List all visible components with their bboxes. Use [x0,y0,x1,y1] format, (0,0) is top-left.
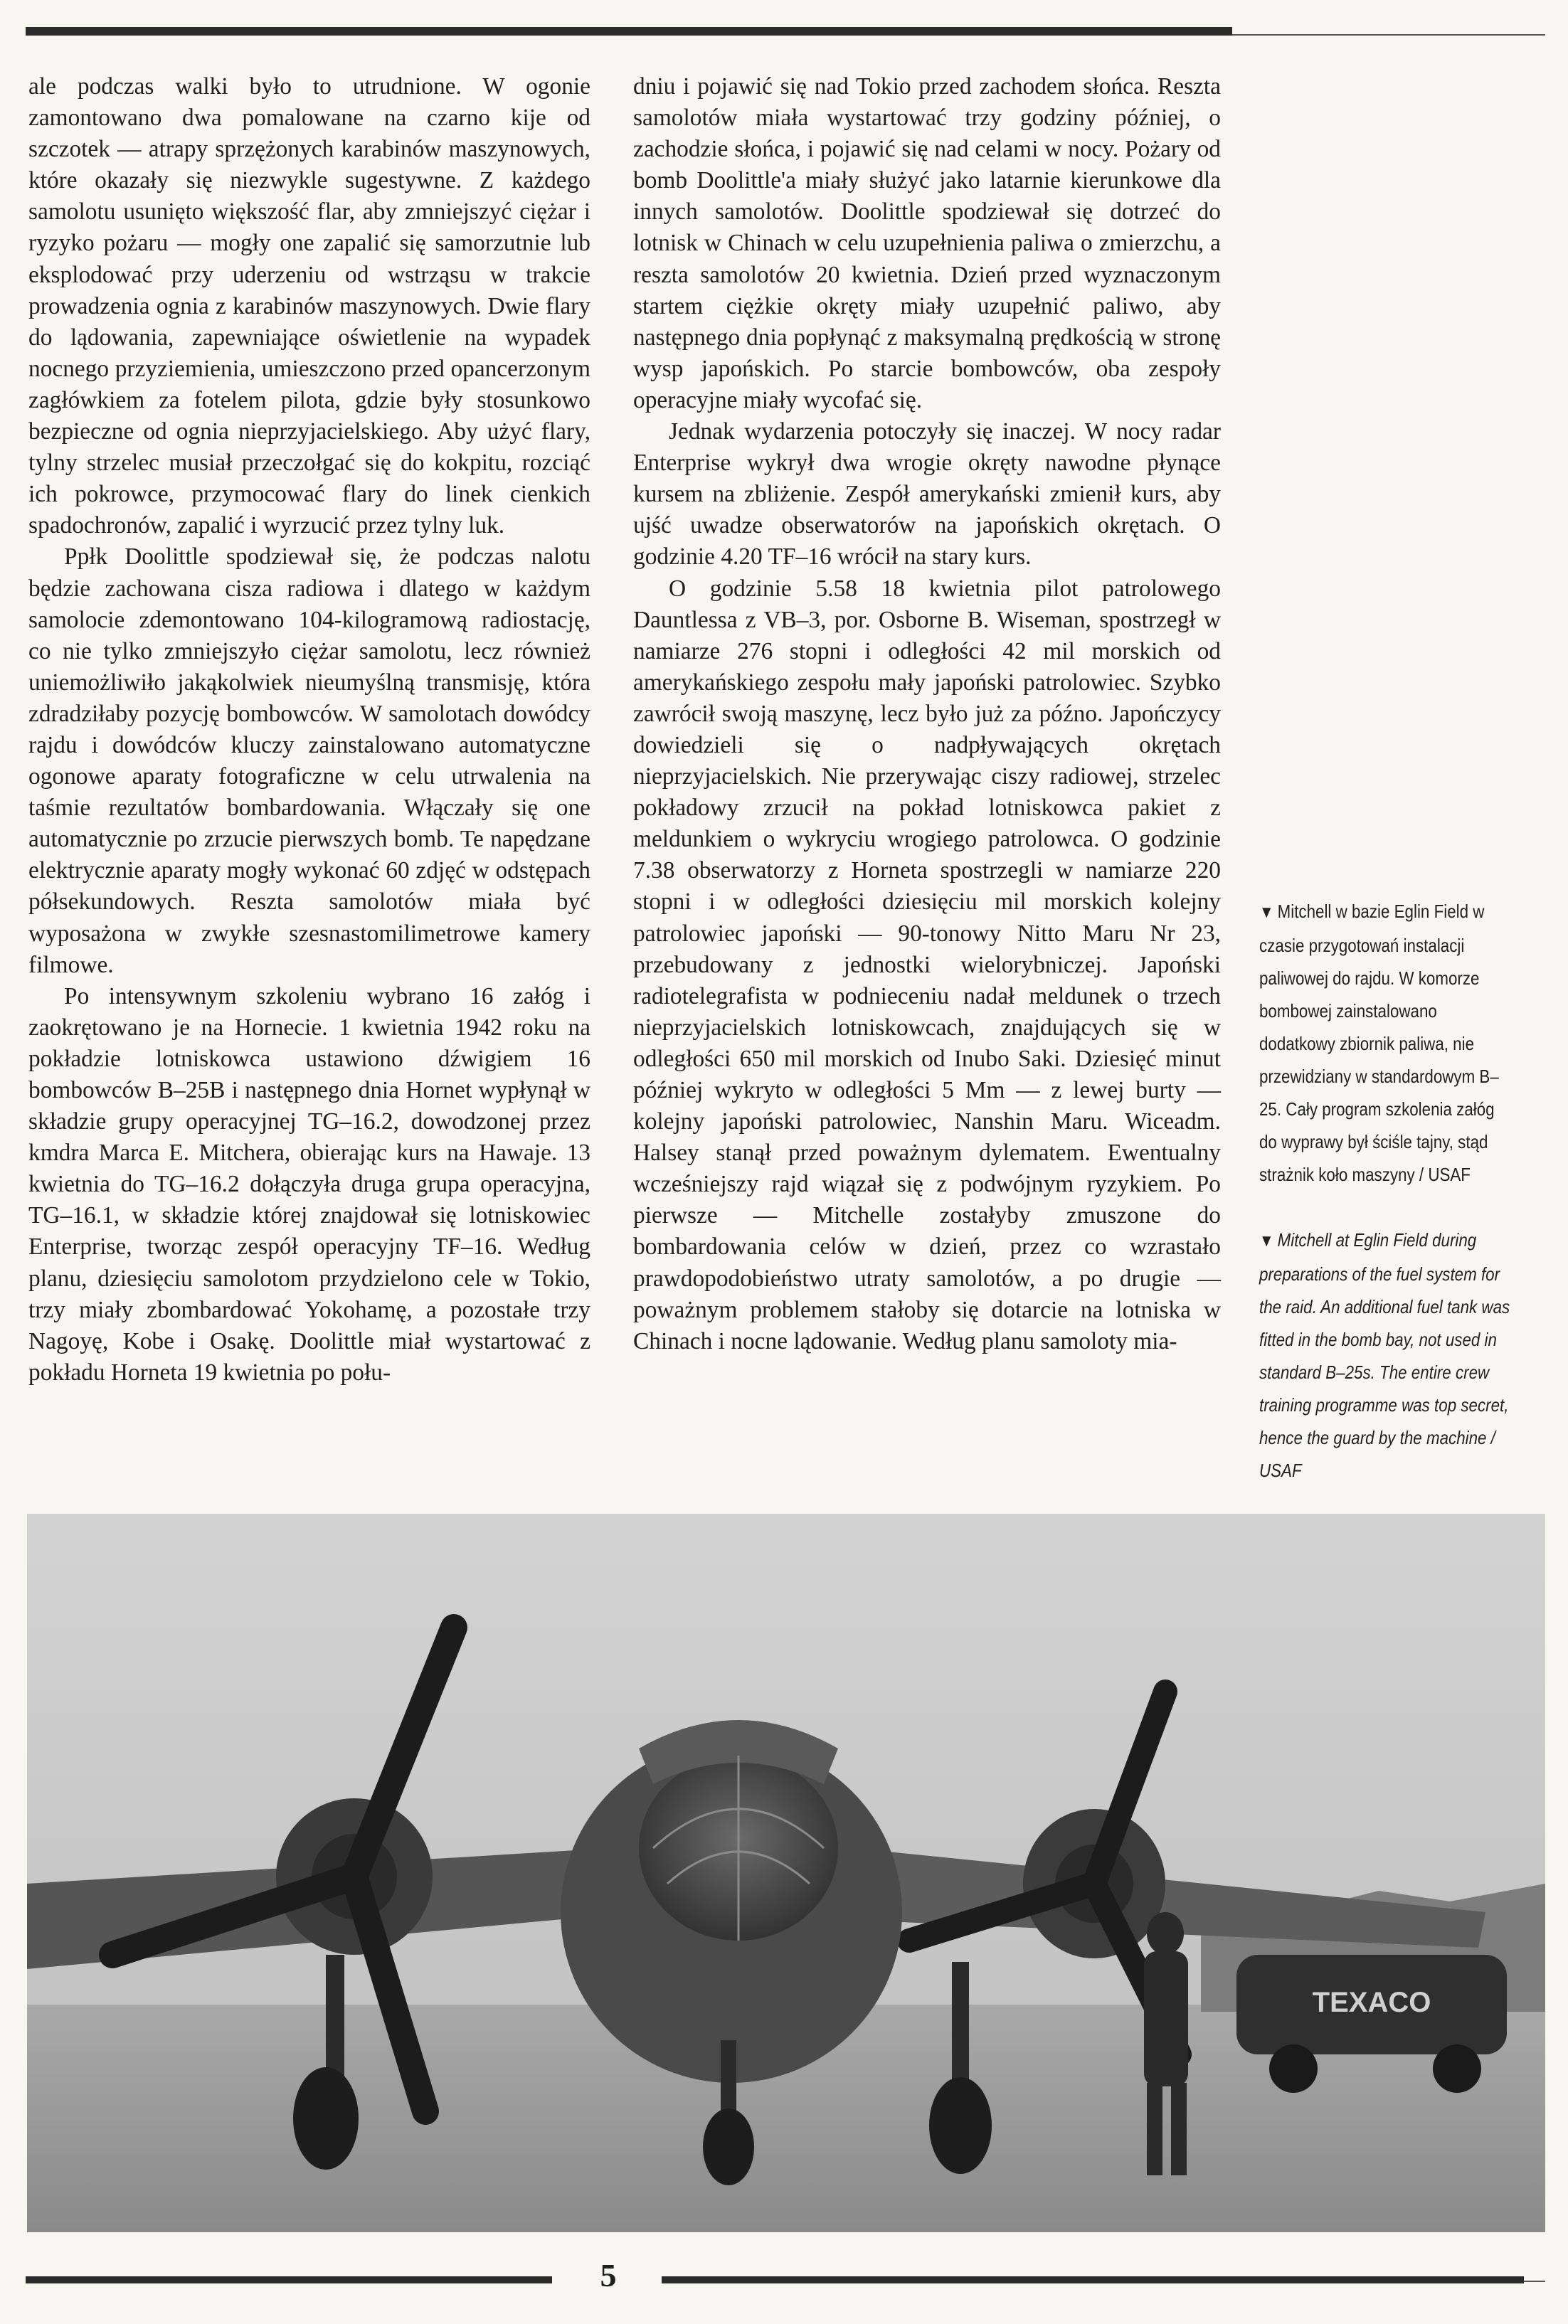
left-main-wheel [293,2067,359,2170]
paragraph: dniu i pojawić się nad Tokio przed zachodem słońca. Reszta samolotów miała wystartować trzy godziny później, o zachodzie słońca, i pojawić się nad celami w nocy. Pożary od bomb Doolittle'a miały służyć jako latarnie kierunkowe dla innych samolotów. Doolittle spodziewał się dotrzeć do lotnisk w Chinach w celu uzupełnienia paliwa o zmierzchu, a reszta samolotów 20 kwietnia. Dzień przed wyznaczonym startem ciężkie okręty miały uzupełnić paliwo, aby następnego dnia popłynąć z maksymalną prędkością w stronę wysp japońskich. Po starcie bombowców, oba zespoły operacyjne miały wycofać się. [633,73,1221,413]
triangle-down-icon: ▼ [1259,903,1274,922]
left-column [28,71,590,1389]
top-rule [26,27,1232,36]
caption-polish-text: Mitchell w bazie Eglin Field w czasie przygotowań instalacji paliwowej do rajdu. W komorze bombowej zainstalowano dodatkowy zbiornik paliwa, nie przewidziany w standardowym B–25. Cały program szkolenia załóg do wyprawy był ściśle tajny, stąd strażnik koło maszyny / USAF [1259,901,1499,1185]
photo-illustration [27,1514,1545,2232]
page-number: 5 [600,2257,617,2293]
bottom-rule-right [662,2276,1524,2283]
paragraph: O godzinie 5.58 18 kwietnia pilot patrolowego Dauntlessa z VB–3, por. Osborne B. Wiseman, spostrzegł w namiarze 276 stopni i odległości 42 mil morskich od amerykańskiego zespołu mały japoński patrolowiec. Szybko zawrócił swoją maszynę, lecz było już za późno. Japończycy dowiedzieli się o nadpływających okrętach nieprzyjacielskich. Nie przerywając ciszy radiowej, strzelec pokładowy zrzucił na pokład lotniskowca pakiet z meldunkiem o wykryciu wrogiego patrolowca. O godzinie 7.38 obserwatorzy z Horneta spostrzegli w namiarze 220 stopni i w odległości dziesięciu mil morskich kolejny patrolowiec japoński — 90-tonowy Nitto Maru Nr 23, przebudowany z jednostki wielorybniczej. Japoński radiotelegrafista w podnieceniu nadał meldunek o trzech nieprzyjacielskich lotniskowcach, znajdujących się w odległości 650 mil morskich od Inubo Saki. Dziesięć minut później wykryto w odległości 5 Mm — z lewej burty — kolejny japoński patrolowiec, Nanshin Maru. Wiceadm. Halsey stanął przed poważnym dylematem. Ewentualny wcześniejszy rajd wiązał się z podwójnym ryzykiem. Po pierwsze — Mitchelle zostałyby zmuszone do bombardowania celów w dzień, przez co wzrastało prawdopodobieństwo utraty samolotów, a po drugie — poważnym problemem stałoby się dotarcie na lotniska w Chinach i nocne lądowanie. Według planu samoloty mia- [633,575,1221,1354]
bottom-rule-left [26,2276,552,2283]
caption-english [1259,1224,1510,1487]
b25-mitchell-photo [27,1514,1545,2232]
paragraph: Po intensywnym szkoleniu wybrano 16 załóg i zaokrętowano je na Hornecie. 1 kwietnia 1942 roku na pokładzie lotniskowca ustawiono dźwigiem 16 bombowców B–25B i następnego dnia Hornet wypłynął w składzie grupy operacyjnej TG–16.2, dowodzonej przez kmdra Marca E. Mitchera, obierając kurs na Hawaje. 13 kwietnia do TG–16.2 dołączyła druga grupa operacyjna, TG–16.1, w składzie której znajdował się lotniskowiec Enterprise, tworząc zespół operacyjny TF–16. Według planu, dziesięciu samolotom przydzielono cele w Tokio, trzy miały zbombardować Yokohamę, a pozostałe trzy Nagoyę, Kobe i Osakę. Doolittle miał wystartować z pokładu Horneta 19 kwietnia po połu- [28,982,590,1386]
truck-lettering: TEXACO [1312,1987,1431,2018]
paragraph: Ppłk Doolittle spodziewał się, że podczas nalotu będzie zachowana cisza radiowa i dlatego w każdym samolocie zdemontowano 104-kilogramową radiostację, co nie tylko zmniejszyło ciężar samolotu, lecz również uniemożliwiło jakąkolwiek nieumyślną transmisję, która zdradziłaby pozycję bombowców. W samolotach dowódcy rajdu i dowódców kluczy zainstalowano automatyczne ogonowe aparaty fotograficzne w celu utrwalenia na taśmie rezultatów bombardowania. Włączały się one automatycznie po zrzucie pierwszych bomb. Te napędzane elektrycznie aparaty mogły wykonać 60 zdjęć w odstępach półsekundowych. Reszta samolotów miała być wyposażona w zwykłe szesnastomilimetrowe kamery filmowe. [28,543,590,978]
triangle-down-icon: ▼ [1259,1231,1274,1251]
caption-english-text: Mitchell at Eglin Field during preparations of the fuel system for the raid. An additional fuel tank was fitted in the bomb bay, not used in standard B–25s. The entire crew training programme was top secret, hence the guard by the machine / USAF [1259,1229,1510,1481]
paragraph: ale podczas walki było to utrudnione. W ogonie zamontowano dwa pomalowane na czarno kije od szczotek — atrapy sprzężonych karabinów maszynowych, które okazały się niezwykle sugestywne. Z każdego samolotu usunięto większość flar, aby zmniejszyć ciężar i ryzyko pożaru — mogły one zapalić się samorzutnie lub eksplodować przy uderzeniu od wstrząsu w trakcie prowadzenia ognia z karabinów maszynowych. Dwie flary do lądowania, zapewniające oświetlenie na wypadek nocnego przyziemienia, umieszczono przed opancerzonym zagłówkiem za fotelem pilota, gdzie były stosunkowo bezpieczne od ognia nieprzyjacielskiego. Aby użyć flary, tylny strzelec musiał przeczołgać się do kokpitu, rozciąć ich pokrowce, przymocować flary do linek cienkich spadochronów, zapalić i wyrzucić przez tylny luk. [28,73,590,539]
paragraph: Jednak wydarzenia potoczyły się inaczej. W nocy radar Enterprise wykrył dwa wrogie okręty nawodne płynące kursem na zbliżenie. Zespół amerykański zmienił kurs, aby ujść uwadze obserwatorów na japońskich okrętach. O godzinie 4.20 TF–16 wrócił na stary kurs. [633,418,1221,571]
right-main-wheel [929,2077,992,2174]
caption-polish [1259,895,1510,1191]
top-rule-thin [1232,34,1545,36]
nose-wheel [703,2108,754,2185]
right-column [633,71,1221,1357]
bottom-rule-thin [1524,2281,1545,2282]
